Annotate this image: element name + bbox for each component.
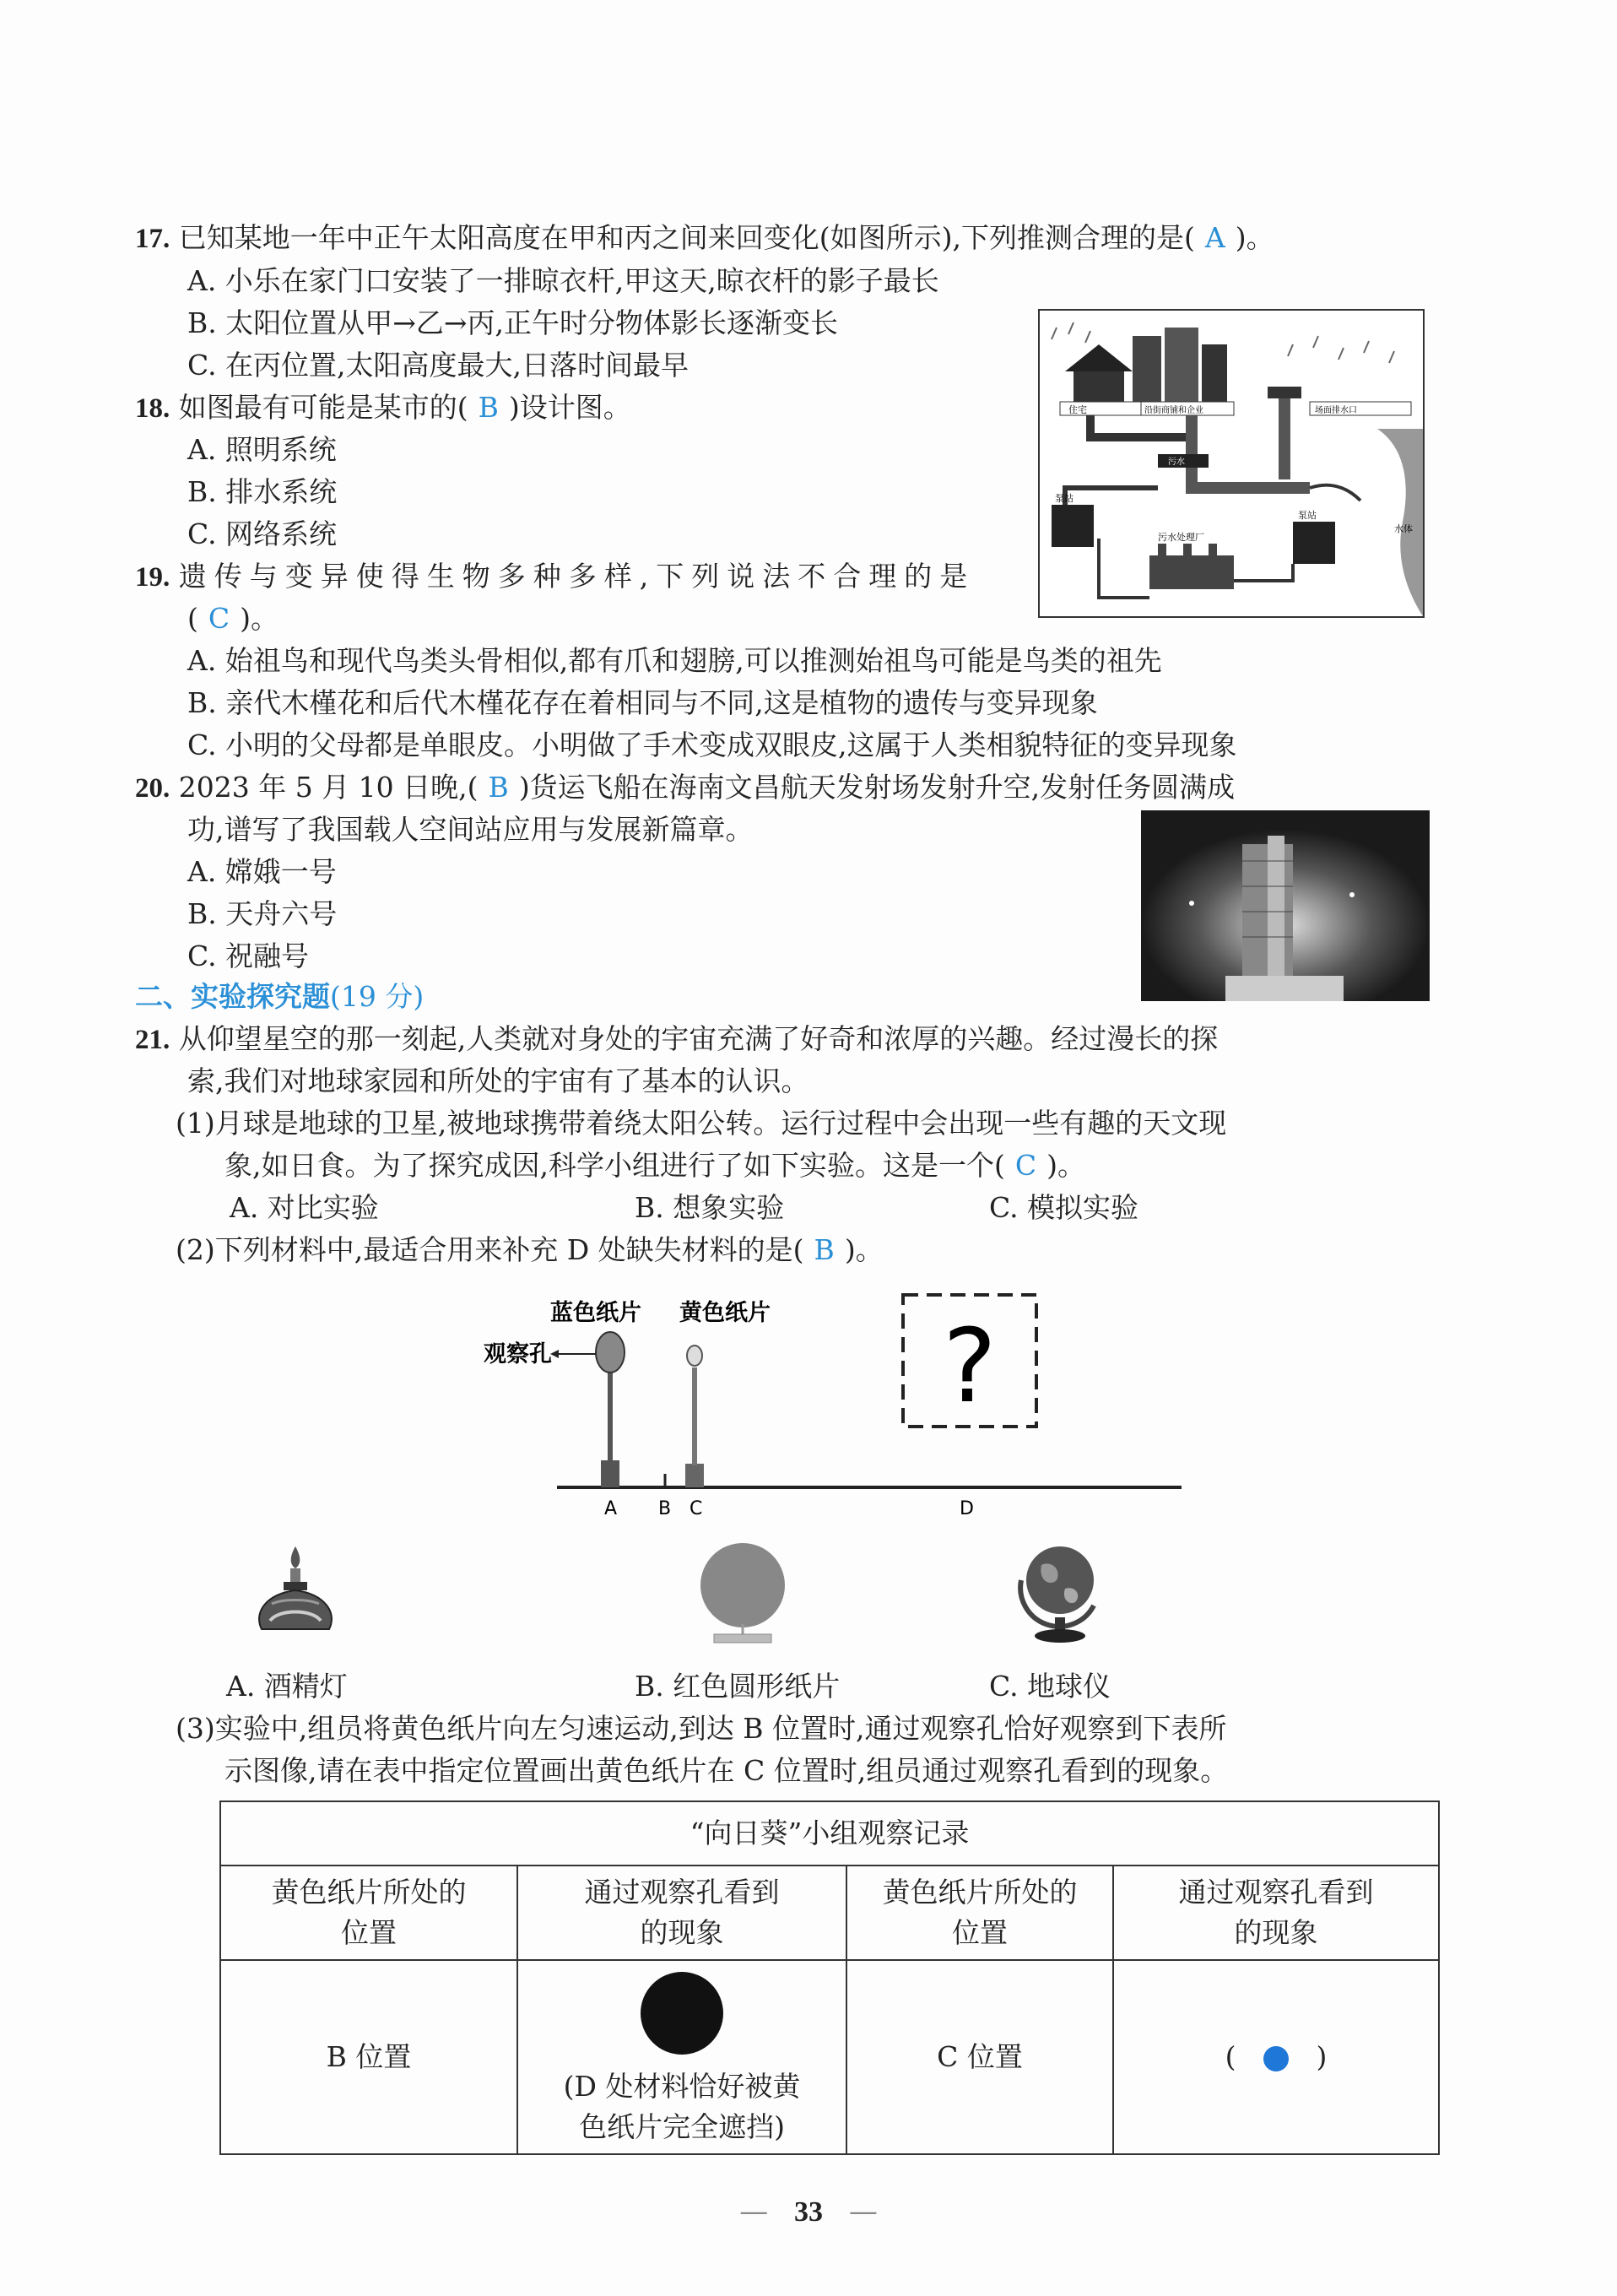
header-position-2-line2: 位置 xyxy=(952,1916,1008,1949)
yellow-card-label: 黄色纸片 xyxy=(679,1300,771,1326)
q19-option-b: B. 亲代木槿花和后代木槿花存在着相同与不同,这是植物的遗传与变异现象 xyxy=(187,686,1098,719)
material-option-a: A. 酒精灯 xyxy=(226,1670,348,1703)
question-mark: ? xyxy=(943,1308,997,1426)
pos-c-label: C xyxy=(690,1498,703,1519)
section2-title: 二、实验探究题 xyxy=(135,980,330,1013)
header-phenomenon-2-line2: 的现象 xyxy=(1234,1916,1318,1949)
q18-answer: B xyxy=(478,391,499,424)
alcohol-lamp-svg xyxy=(245,1545,346,1638)
q20-option-c: C. 祝融号 xyxy=(187,940,310,972)
experiment-setup-figure xyxy=(473,1283,1198,1536)
page-number-bar xyxy=(0,2195,1617,2228)
q17-stem xyxy=(135,219,1274,257)
label-pump1: 泵站 xyxy=(1055,493,1073,504)
q19-number: 19. xyxy=(135,562,170,593)
q18-stem xyxy=(135,389,631,427)
q19-answer: C xyxy=(208,602,230,635)
header-phenomenon-1-line2: 的现象 xyxy=(640,1916,724,1949)
q18-option-b: B. 排水系统 xyxy=(187,475,338,508)
black-disc-shape xyxy=(641,1972,723,2055)
drainage-diagram xyxy=(1038,309,1425,618)
c-close-paren: ) xyxy=(1316,2040,1328,2073)
table-title: “向日葵”小组观察记录 xyxy=(220,1801,1439,1866)
globe-image xyxy=(1009,1540,1111,1644)
q17-option-a: A. 小乐在家门口安装了一排晾衣杆,甲这天,晾衣杆的影子最长 xyxy=(187,264,939,297)
material-option-b: B. 红色圆形纸片 xyxy=(635,1670,841,1703)
q19-stem-text: 遗传与变异使得生物多种多样,下列说法不合理的是 xyxy=(178,560,976,593)
section2-heading xyxy=(135,978,424,1015)
c-open-paren: ( xyxy=(1225,2040,1236,2073)
table-data-row xyxy=(220,1960,1439,2154)
q20-stem-text-2: )货运飞船在海南文昌航天发射场发射升空,发射任务圆满成 xyxy=(518,771,1236,804)
label-water: 水体 xyxy=(1394,523,1413,534)
page-dash-left: — xyxy=(739,2195,769,2228)
label-outlet: 场面排水口 xyxy=(1315,406,1357,415)
header-position-1-line2: 位置 xyxy=(341,1916,397,1949)
rocket-launch-photo xyxy=(1141,810,1430,1001)
page-number: 33 xyxy=(794,2196,823,2228)
red-paper-image xyxy=(692,1540,793,1644)
b-note-line1: (D 处材料恰好被黄 xyxy=(563,2070,801,2103)
q20-option-a: A. 嫦娥一号 xyxy=(187,855,337,888)
rocket-launch-svg xyxy=(1141,810,1430,1001)
q20-stem xyxy=(135,769,1235,807)
q20-number: 20. xyxy=(135,773,170,804)
header-position-2 xyxy=(846,1866,1113,1960)
cell-c-phenomenon xyxy=(1113,1960,1439,2154)
q17-answer: A xyxy=(1204,221,1225,254)
q21-stem-line2: 索,我们对地球家园和所处的宇宙有了基本的认识。 xyxy=(187,1064,809,1097)
q21-part2-answer: B xyxy=(814,1233,835,1266)
q21-part2 xyxy=(176,1232,884,1269)
observation-table xyxy=(219,1801,1440,2155)
drainage-diagram-svg xyxy=(1040,311,1423,616)
cell-c-position: C 位置 xyxy=(846,1960,1113,2154)
q20-stem-text: 2023 年 5 月 10 日晚,( xyxy=(178,771,479,804)
pos-d-label: D xyxy=(960,1498,974,1519)
header-phenomenon-1 xyxy=(517,1866,846,1960)
q17-option-b: B. 太阳位置从甲→乙→丙,正午时分物体影长逐渐变长 xyxy=(187,306,839,339)
q21-stem xyxy=(135,1021,1218,1059)
header-phenomenon-2 xyxy=(1113,1866,1439,1960)
q20-answer: B xyxy=(488,771,509,804)
q21-part1-text: 象,如日食。为了探究成因,科学小组进行了如下实验。这是一个( xyxy=(224,1149,1005,1182)
page-dash-right: — xyxy=(848,2195,878,2228)
q19-stem xyxy=(135,558,975,596)
q21-part2-end: )。 xyxy=(844,1233,884,1266)
q21-part1-end: )。 xyxy=(1046,1149,1085,1182)
q20-option-b: B. 天舟六号 xyxy=(187,897,338,930)
header-phenomenon-1-line1: 通过观察孔看到 xyxy=(584,1876,780,1909)
q18-stem-end: )设计图。 xyxy=(508,391,631,424)
q21-number: 21. xyxy=(135,1025,170,1055)
q18-option-c: C. 网络系统 xyxy=(187,517,338,550)
alcohol-lamp-image xyxy=(245,1545,346,1638)
hole-label: 观察孔 xyxy=(484,1341,552,1367)
label-residence: 住宅 xyxy=(1068,404,1087,415)
pos-a-label: A xyxy=(604,1498,618,1519)
q21-part1-option-b: B. 想象实验 xyxy=(635,1191,785,1224)
q21-part1-answer: C xyxy=(1014,1149,1037,1182)
q21-part1-option-c: C. 模拟实验 xyxy=(989,1191,1139,1224)
header-position-2-line1: 黄色纸片所处的 xyxy=(882,1876,1078,1909)
q21-part1-line1: (1)月球是地球的卫星,被地球携带着绕太阳公转。运行过程中会出现一些有趣的天文现 xyxy=(176,1107,1227,1140)
red-paper-svg xyxy=(692,1540,793,1644)
b-note-line2: 色纸片完全遮挡) xyxy=(579,2110,785,2143)
q18-option-a: A. 照明系统 xyxy=(187,433,337,466)
q21-part3-line2: 示图像,请在表中指定位置画出黄色纸片在 C 位置时,组员通过观察孔看到的现象。 xyxy=(224,1754,1229,1787)
q19-option-c: C. 小明的父母都是单眼皮。小明做了手术变成双眼皮,这属于人类相貌特征的变异现象 xyxy=(187,728,1237,761)
q19-stem-end: )。 xyxy=(240,602,279,635)
q21-part3-line1: (3)实验中,组员将黄色纸片向左匀速运动,到达 B 位置时,通过观察孔恰好观察到下表所 xyxy=(176,1712,1227,1745)
q18-number: 18. xyxy=(135,393,170,424)
q20-stem-line2: 功,谱写了我国载人空间站应用与发展新篇章。 xyxy=(187,813,754,846)
q17-number: 17. xyxy=(135,224,170,254)
q21-part2-text: (2)下列材料中,最适合用来补充 D 处缺失材料的是( xyxy=(176,1233,804,1266)
label-pump2: 泵站 xyxy=(1298,510,1317,521)
q18-stem-text: 如图最有可能是某市的( xyxy=(178,391,468,424)
q21-part1-line2 xyxy=(224,1147,1085,1184)
section2-score: (19 分) xyxy=(330,980,425,1013)
blue-card-label: 蓝色纸片 xyxy=(550,1300,641,1326)
table-header-row xyxy=(220,1866,1439,1960)
q17-option-c: C. 在丙位置,太阳高度最大,日落时间最早 xyxy=(187,349,690,382)
material-option-c: C. 地球仪 xyxy=(989,1670,1111,1703)
q19-option-a: A. 始祖鸟和现代鸟类头骨相似,都有爪和翅膀,可以推测始祖鸟可能是鸟类的祖先 xyxy=(187,644,1162,677)
cell-b-phenomenon xyxy=(517,1960,846,2154)
pos-b-label: B xyxy=(658,1498,672,1519)
label-sewage: 污水 xyxy=(1168,458,1185,467)
label-treatment: 污水处理厂 xyxy=(1158,532,1204,543)
header-position-1 xyxy=(220,1866,517,1960)
q17-stem-text: 已知某地一年中正午太阳高度在甲和丙之间来回变化(如图所示),下列推测合理的是( xyxy=(178,221,1195,254)
header-position-1-line1: 黄色纸片所处的 xyxy=(271,1876,467,1909)
blue-dot-answer xyxy=(1263,2046,1289,2071)
q17-stem-end: )。 xyxy=(1235,221,1274,254)
header-phenomenon-2-line1: 通过观察孔看到 xyxy=(1178,1876,1374,1909)
q21-part1-option-a: A. 对比实验 xyxy=(230,1191,379,1224)
experiment-setup-svg xyxy=(473,1283,1198,1536)
q19-stem-line2: ( C )。 xyxy=(187,602,279,635)
q21-stem-line1: 从仰望星空的那一刻起,人类就对身处的宇宙充满了好奇和浓厚的兴趣。经过漫长的探 xyxy=(178,1022,1219,1055)
globe-svg xyxy=(1009,1540,1111,1644)
label-shops: 沿街商铺和企业 xyxy=(1144,406,1203,415)
cell-b-position: B 位置 xyxy=(220,1960,517,2154)
